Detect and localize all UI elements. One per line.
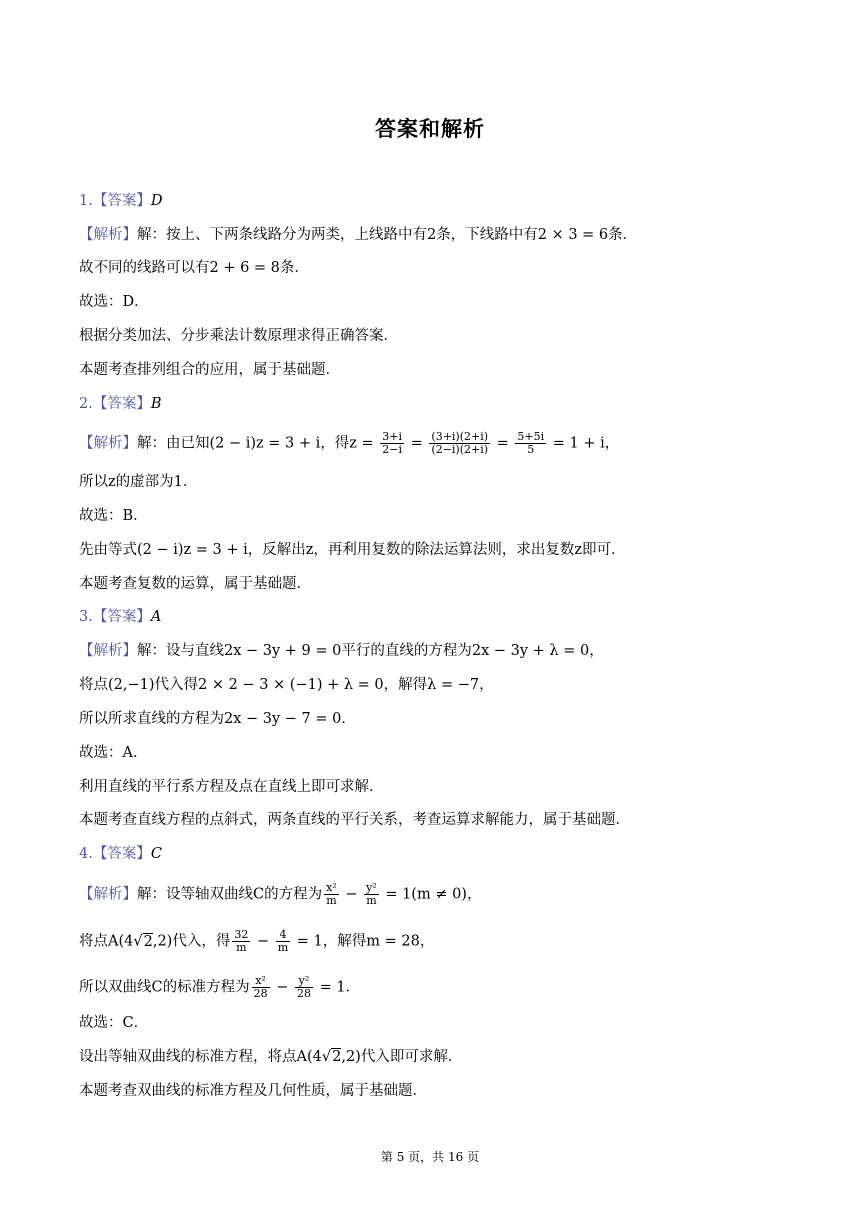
q1-text-1: 解：按上、下两条线路分为两类，上线路中有2条，下线路中有2 × 3 = 6条． [137, 227, 638, 243]
q4-l2-fraction-2: $\frac{4}{m}$ [277, 928, 289, 954]
q4-l2-fraction-1: $\frac{32}{m}$ [234, 928, 249, 954]
q3-analysis-tag: 【解析】 [79, 643, 137, 659]
q1-analysis-line-4: 根据分类加法、分步乘法计数原理求得正确答案． [79, 328, 398, 344]
q2-analysis-tag: 【解析】 [79, 435, 137, 452]
q1-answer: D [150, 193, 163, 209]
q4-analysis-line-4: 故选：C． [79, 1015, 149, 1031]
q1-number: 1. [79, 193, 93, 209]
q3-analysis-line-1 [79, 641, 604, 661]
q4-answer-tag: 【答案】 [92, 846, 151, 862]
q2-analysis-line-2: 所以z的虚部为1． [79, 474, 198, 490]
q4-analysis-tag: 【解析】 [79, 886, 137, 903]
q3-analysis-line-4: 故选：A． [79, 745, 148, 761]
q3-analysis-line-6: 本题考查直线方程的点斜式，两条直线的平行关系，考查运算求解能力，属于基础题． [79, 812, 630, 828]
q2-text-1b: = 1 + i， [548, 435, 620, 452]
q2-fraction-3: $\frac{5+5i}{5}$ [517, 430, 545, 456]
q4-analysis-line-6: 本题考查双曲线的标准方程及几何性质，属于基础题． [79, 1083, 427, 1099]
q3-answer-line [79, 607, 161, 627]
q4-answer-line [79, 844, 162, 864]
q3-number: 3. [79, 609, 93, 625]
q3-analysis-line-5: 利用直线的平行系方程及点在直线上即可求解． [79, 779, 384, 795]
q3-text-1: 解：设与直线2x − 3y + 9 = 0平行的直线的方程为2x − 3y + λ = 0， [137, 643, 604, 659]
q1-answer-tag: 【答案】 [92, 193, 151, 209]
q4-answer: C [150, 846, 162, 862]
q4-l3-fraction-2: $\frac{\text{y²}}{28}$ [296, 974, 311, 1000]
q4-number: 4. [79, 846, 93, 862]
q2-analysis-line-4: 先由等式(2 − i)z = 3 + i，反解出z，再利用复数的除法运算法则，求出复数z即可． [79, 542, 626, 558]
q4-analysis-line-2: 将点A(4√2,2)代入，得 $\frac{32}{m}$ − $\frac{4}{m}$ = 1，解得m = 28， [79, 928, 435, 954]
q1-analysis-line-2: 故不同的线路可以有2 + 6 = 8条． [79, 260, 309, 276]
q3-answer-tag: 【答案】 [92, 609, 151, 625]
q1-answer-line [79, 191, 162, 211]
q3-analysis-line-2: 将点(2,−1)代入得2 × 2 − 3 × (−1) + λ = 0，解得λ = −7， [79, 677, 494, 693]
q4-analysis-line-5: 设出等轴双曲线的标准方程，将点A(4√2,2)代入即可求解． [79, 1049, 463, 1065]
q3-analysis-line-3: 所以所求直线的方程为2x − 3y − 7 = 0． [79, 711, 356, 727]
page-footer: 第 5 页，共 16 页 [380, 1150, 480, 1164]
q4-l1-fraction-1: $\frac{\text{x²}}{m}$ [326, 881, 337, 907]
q1-analysis-line-3: 故选：D． [79, 294, 149, 310]
q2-analysis-line-1: 【解析】解：由已知(2 − i)z = 3 + i，得z = $\frac{3+i}{2-i}$ = $\frac{(3+i)(2+i)}{(2-i)(2+i)}$ = $\frac{5+5i}{5}$ = 1 + i， [79, 430, 620, 456]
q2-number: 2. [79, 396, 93, 412]
q3-answer: A [150, 609, 162, 625]
q2-analysis-line-5: 本题考查复数的运算，属于基础题． [79, 576, 311, 592]
q2-fraction-1: $\frac{3+i}{2-i}$ [382, 430, 403, 456]
q2-analysis-line-3: 故选：B． [79, 508, 148, 524]
q2-fraction-2: $\frac{(3+i)(2+i)}{(2-i)(2+i)}$ [431, 430, 489, 456]
q4-l1-fraction-2: $\frac{\text{y²}}{m}$ [366, 881, 377, 907]
q4-l3-fraction-1: $\frac{\text{x²}}{28}$ [253, 974, 268, 1000]
sqrt-symbol: √ [321, 1049, 332, 1065]
q1-analysis-line-1 [79, 225, 637, 245]
q2-answer: B [150, 396, 162, 412]
q4-analysis-line-1: 【解析】解：设等轴双曲线C的方程为 $\frac{\text{x²}}{m}$ − $\frac{\text{y²}}{m}$ = 1(m ≠ 0)， [79, 881, 482, 907]
q2-text-1a: 解：由已知(2 − i)z = 3 + i，得z = [137, 435, 379, 452]
q2-answer-line [79, 394, 162, 414]
q2-answer-tag: 【答案】 [92, 396, 151, 412]
q4-analysis-line-3: 所以双曲线C的标准方程为 $\frac{\text{x²}}{28}$ − $\frac{\text{y²}}{28}$ = 1． [79, 974, 361, 1000]
page-title: 答案和解析 [375, 117, 485, 141]
q1-analysis-tag: 【解析】 [79, 227, 137, 243]
sqrt-symbol: √ [133, 933, 143, 950]
q1-analysis-line-5: 本题考查排列组合的应用，属于基础题． [79, 362, 340, 378]
